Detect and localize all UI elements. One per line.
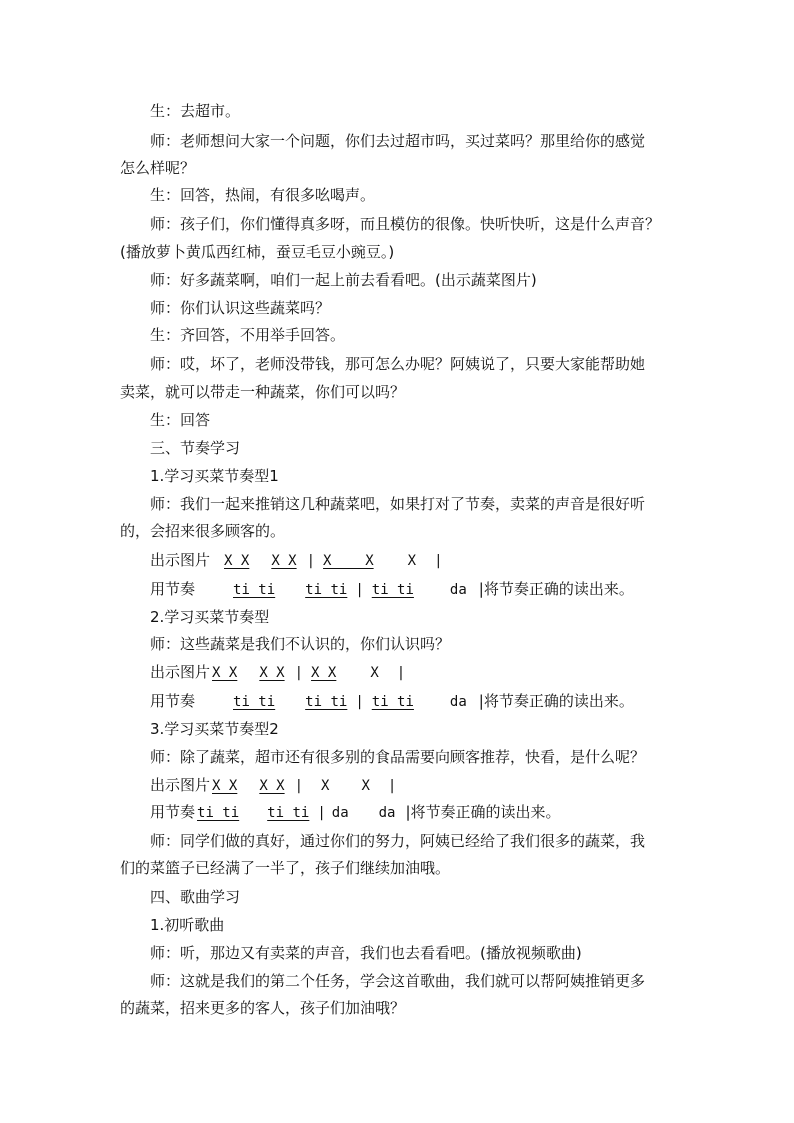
rhythm-bar: |	[294, 665, 304, 681]
subsection-heading: 3.学习买菜节奏型2	[150, 720, 279, 738]
subsection-heading: 2.学习买菜节奏型	[150, 608, 270, 626]
dialogue-line: 生：回答	[150, 411, 211, 429]
dialogue-line: 生：齐回答，不用举手回答。	[150, 326, 346, 344]
dialogue-line: 师：同学们做的真好，通过你们的努力，阿姨已经给了我们很多的蔬菜，我	[150, 832, 646, 850]
rhythm-row	[150, 549, 443, 572]
rhythm-note: X X	[271, 553, 297, 569]
rhythm-note: X X	[212, 665, 238, 681]
rhythm-bar: |	[355, 694, 364, 710]
rhythm-bar: |	[396, 665, 406, 681]
rhythm-bar: |	[294, 778, 304, 794]
section-heading: 三、节奏学习	[150, 439, 241, 457]
dialogue-line: 师：听，那边又有卖菜的声音，我们也去看看吧。(播放视频歌曲)	[150, 944, 582, 962]
rhythm-syllable: ti ti	[305, 694, 348, 710]
rhythm-note: X	[321, 778, 330, 794]
dialogue-line: 生：回答，热闹，有很多吆喝声。	[150, 186, 376, 204]
dialogue-line: 师：这就是我们的第二个任务，学会这首歌曲，我们就可以帮阿姨推销更多	[150, 972, 646, 990]
rhythm-syllable: da	[378, 805, 396, 821]
rhythm-syllable: ti ti	[267, 805, 310, 821]
dialogue-line: 生：去超市。	[150, 102, 241, 120]
rhythm-syllable: ti ti	[305, 582, 348, 598]
rhythm-bar: |	[387, 778, 397, 794]
rhythm-note: X X	[212, 778, 238, 794]
rhythm-syllable: da	[449, 694, 467, 710]
rhythm-syllable: ti ti	[233, 694, 276, 710]
rhythm-bar: |	[355, 582, 364, 598]
dialogue-line: 师：孩子们，你们懂得真多呀，而且模仿的很像。快听快听，这是什么声音？	[150, 215, 661, 233]
dialogue-line: 师：好多蔬菜啊，咱们一起上前去看看吧。(出示蔬菜图片)	[150, 271, 537, 289]
dialogue-line: 师：你们认识这些蔬菜吗？	[150, 299, 331, 317]
rhythm-syllable: ti ti	[197, 805, 240, 821]
dialogue-line: 师：我们一起来推销这几种蔬菜吧，如果打对了节奏，卖菜的声音是很好听	[150, 495, 646, 513]
rhythm-bar: |	[306, 553, 316, 569]
rhythm-row	[150, 578, 634, 601]
rhythm-bar: |	[434, 553, 443, 569]
rhythm-note: X X	[259, 778, 285, 794]
dialogue-line: 的，会招来很多顾客的。	[120, 522, 286, 540]
rhythm-syllable: ti ti	[371, 582, 414, 598]
rhythm-prefix: 出示图片	[150, 663, 211, 681]
rhythm-syllable: da	[449, 582, 467, 598]
dialogue-line: 卖菜，就可以带走一种蔬菜，你们可以吗？	[120, 383, 406, 401]
rhythm-row	[150, 774, 396, 797]
subsection-heading: 1.学习买菜节奏型1	[150, 467, 279, 485]
dialogue-line: 师：这些蔬菜是我们不认识的，你们认识吗？	[150, 635, 451, 653]
rhythm-prefix: 出示图片	[150, 551, 211, 569]
rhythm-note: X X	[224, 553, 250, 569]
rhythm-prefix: 出示图片	[150, 776, 211, 794]
rhythm-syllable: da	[331, 805, 349, 821]
rhythm-prefix: 用节奏	[150, 580, 196, 598]
rhythm-row	[150, 801, 561, 824]
rhythm-note: X	[370, 665, 379, 681]
dialogue-line: 师：哎，坏了，老师没带钱，那可怎么办呢？阿姨说了，只要大家能帮助她	[150, 355, 646, 373]
rhythm-syllable: ti ti	[371, 694, 414, 710]
rhythm-prefix: 用节奏	[150, 692, 196, 710]
rhythm-note: X X	[323, 553, 374, 569]
rhythm-note: X X	[259, 665, 285, 681]
rhythm-note: X	[361, 778, 370, 794]
subsection-heading: 1.初听歌曲	[150, 916, 225, 934]
rhythm-row	[150, 690, 634, 713]
rhythm-instruction: |将节奏正确的读出来。	[478, 692, 634, 710]
dialogue-line: 的蔬菜，招来更多的客人，孩子们加油哦？	[120, 999, 406, 1017]
rhythm-instruction: |将节奏正确的读出来。	[405, 803, 561, 821]
dialogue-line: 师：老师想问大家一个问题，你们去过超市吗，买过菜吗？那里给你的感觉	[150, 132, 646, 150]
rhythm-bar: |	[317, 805, 326, 821]
rhythm-prefix: 用节奏	[150, 803, 196, 821]
dialogue-line: 师：除了蔬菜，超市还有很多别的食品需要向顾客推荐，快看，是什么呢？	[150, 748, 646, 766]
rhythm-syllable: ti ti	[233, 582, 276, 598]
rhythm-note: X X	[311, 665, 337, 681]
rhythm-row	[150, 661, 405, 684]
dialogue-line: (播放萝卜黄瓜西红柿，蚕豆毛豆小豌豆。)	[120, 243, 395, 261]
section-heading: 四、歌曲学习	[150, 888, 241, 906]
dialogue-line: 怎么样呢？	[120, 159, 196, 177]
rhythm-note: X	[407, 553, 417, 569]
rhythm-instruction: |将节奏正确的读出来。	[478, 580, 634, 598]
dialogue-line: 们的菜篮子已经满了一半了，孩子们继续加油哦。	[120, 859, 451, 877]
